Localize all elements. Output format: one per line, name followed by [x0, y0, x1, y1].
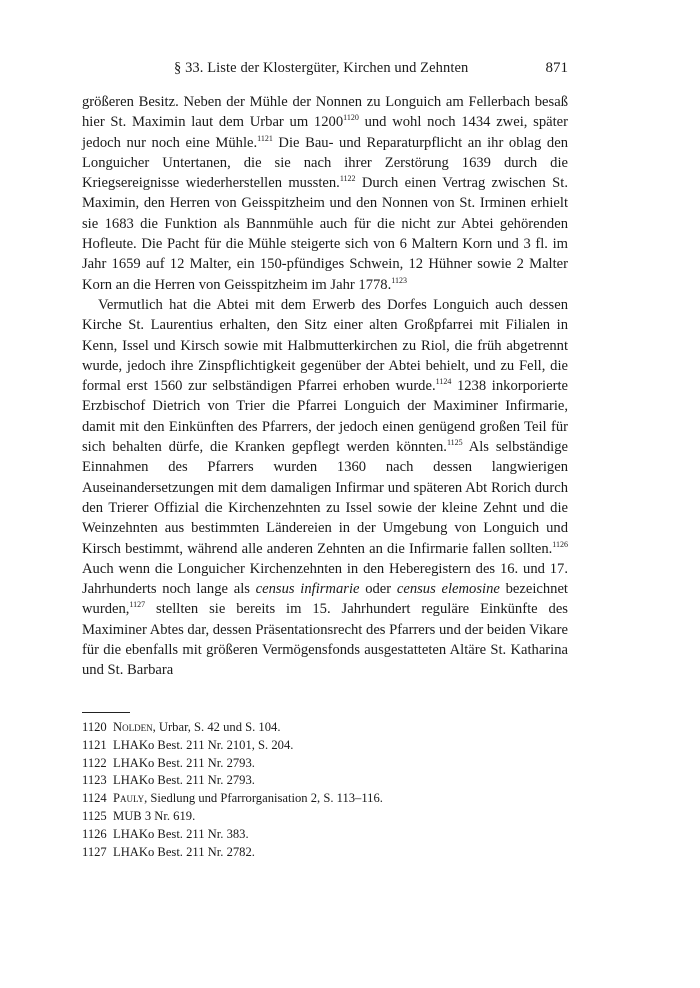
- footnote-text: LHAKo Best. 211 Nr. 2793.: [113, 773, 255, 788]
- author-name: Pauly: [113, 791, 145, 806]
- latin-term: census elemosine: [396, 581, 500, 598]
- footnotes-list: [82, 719, 568, 861]
- text-run: Als selbständige Einnahmen des Pfarrers wurden 1360 nach dessen langwierigen Auseinandersetzungen mit dem damaligen Infirmar und späteren Abt Rorich durch den Trierer Offizial die Kirchenzehnten zu Issel sowie der kleine Zehnt und die Weinzehnten aus bestimmten Ländereien in der Umgebung von Longuich und Kirsch bestimmt, während alle anderen Zehnten an die Infirmarie fallen sollten.: [82, 439, 568, 557]
- running-head: § 33. Liste der Klostergüter, Kirchen und Zehnten: [174, 60, 469, 76]
- footnote-number: 1122: [82, 755, 107, 770]
- footnote-text: , Urbar, S. 42 und S. 104.: [152, 720, 281, 734]
- page-number: 871: [545, 60, 568, 76]
- footnote: [82, 719, 568, 737]
- text-run: und wohl noch 1434 zwei, später jedoch nur noch eine Mühle.: [82, 114, 568, 151]
- footnote: [82, 808, 568, 826]
- footnote-ref-1123[interactable]: 1123: [391, 275, 407, 285]
- footnote-number: 1126: [82, 826, 107, 841]
- text-run: stellten sie bereits im 15. Jahrhundert reguläre Einkünfte des Maximiner Abtes dar, dessen Präsentationsrecht des Pfarrers und der beiden Vikare für die ebenfalls mit größeren Vermögensfonds ausgestatteten Altäre St. Katharina und St. Barbara: [82, 601, 568, 679]
- footnote-number: 1120: [82, 720, 107, 734]
- footnote: [82, 737, 568, 755]
- text-run: Auch wenn die Longuicher Kirchenzehnten in den Heberegistern des 16. und 17. Jahrhunderts noch lange als: [82, 560, 568, 598]
- author-name: Nolden: [113, 720, 153, 734]
- paragraph-2: [82, 295, 568, 681]
- footnote-number: 1125: [82, 808, 107, 823]
- footnote-ref-1121[interactable]: 1121: [257, 133, 273, 143]
- footnote-ref-1122[interactable]: 1122: [339, 174, 356, 184]
- text-run: Durch einen Vertrag zwischen St. Maximin, den Herren von Geisspitzheim und den Nonnen von St. Irminen erhielt sie 1683 die Funktion als Bannmühle auch für die nicht zur Abtei gehörenden Hofleute. Die Pacht für die Mühle steigerte sich von 6 Maltern Korn und 3 fl. im Jahr 1659 auf 12 Malter, ein 150-pfündiges Schwein, 12 Hühner sowie 2 Malter Korn an die Herren von Geisspitzheim im Jahr 1778.: [82, 175, 568, 293]
- text-run: oder: [359, 581, 397, 598]
- paragraph-1: [82, 92, 568, 295]
- footnote: [82, 790, 568, 808]
- latin-term: census infirmarie: [255, 581, 360, 598]
- text-run: größeren Besitz. Neben der Mühle der Nonnen zu Longuich am Fellerbach besaß hier St. Maximin laut dem Urbar um 1200: [82, 94, 568, 131]
- footnote: [82, 772, 568, 790]
- footnote: [82, 844, 568, 862]
- footnote: [82, 755, 568, 773]
- footnote-ref-1127[interactable]: 1127: [129, 600, 146, 610]
- footnote-ref-1125[interactable]: 1125: [446, 438, 463, 448]
- text-run: bezeichnet wurden,: [82, 581, 568, 618]
- footnote-ref-1126[interactable]: 1126: [552, 539, 568, 549]
- text-run: 1238 inkorporierte Erzbischof Dietrich von Trier die Pfarrei Longuich der Maximiner Infirmarie, damit mit den Einkünften des Pfarrers, der jedoch einen genügend großen Teil für sich behalten dürfe, die Kranken gepflegt werden könnten.: [82, 378, 568, 456]
- footnote-ref-1124[interactable]: 1124: [435, 377, 452, 387]
- footnote-number: 1121: [82, 737, 107, 752]
- text-run: Vermutlich hat die Abtei mit dem Erwerb des Dorfes Longuich auch dessen Kirche St. Laurentius erhalten, den Sitz einer alten Großpfarrei mit Filialen in Kenn, Issel und Kirsch sowie mit Halbmutterkirchen zu Riol, die früh abgetrennt wurde, jedoch ihre Zinspflichtigkeit gegenüber der Abtei behielt, und zu Fell, die formal erst 1560 zur selbständigen Pfarrei erhoben wurde.: [82, 296, 568, 395]
- footnote-text: , Siedlung und Pfarrorganisation 2, S. 113–116.: [144, 791, 383, 806]
- footnote-text: LHAKo Best. 211 Nr. 2101, S. 204.: [113, 737, 294, 752]
- text-run: Die Bau- und Reparaturpflicht an ihr oblag den Longuicher Untertanen, die sie nach ihrer Zerstörung 1639 durch die Kriegsereignisse wiederherstellen mussten.: [82, 134, 568, 192]
- footnote-number: 1123: [82, 773, 107, 788]
- footnote-text: MUB 3 Nr. 619.: [113, 808, 196, 823]
- footnote-number: 1127: [82, 844, 107, 859]
- footnote-text: LHAKo Best. 211 Nr. 383.: [113, 826, 249, 841]
- footnote: [82, 826, 568, 844]
- body-text: [82, 92, 568, 681]
- footnote-ref-1120[interactable]: 1120: [343, 113, 359, 123]
- footnote-text: LHAKo Best. 211 Nr. 2793.: [113, 755, 255, 770]
- footnote-text: LHAKo Best. 211 Nr. 2782.: [113, 844, 255, 859]
- page-header: [82, 60, 568, 84]
- footnote-divider: [82, 712, 130, 713]
- footnote-number: 1124: [82, 791, 107, 806]
